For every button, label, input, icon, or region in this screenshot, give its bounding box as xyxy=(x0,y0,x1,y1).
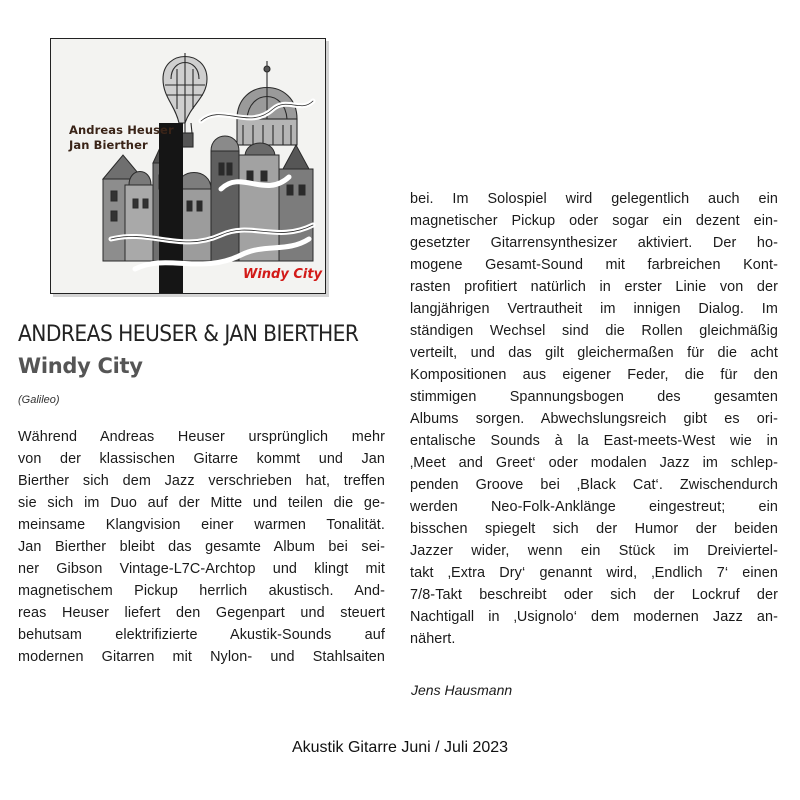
review-album-title: Windy City xyxy=(18,354,143,378)
text-line: entalische Sounds à la East-meets-West wie in xyxy=(410,433,778,449)
text-line: ‚Meet and Greet‘ oder modalen Jazz im schlep- xyxy=(410,455,778,471)
record-label: (Galileo) xyxy=(18,394,60,406)
text-line: Bierther sich dem Jazz verschrieben hat, treffen xyxy=(18,473,385,489)
text-line: 7/8-Takt beschreibt oder sich der Lockruf der xyxy=(410,587,778,603)
text-line: ständigen Wechsel sind die Rollen gleichmäßig xyxy=(410,323,778,339)
cover-artwork xyxy=(51,39,325,293)
text-line: Jan Bierther bleibt das gesamte Album bei sei- xyxy=(18,539,385,555)
cover-artist-line-2: Jan Bierther xyxy=(69,138,148,152)
text-line: Albums sorgen. Abwechslungsreich gibt es ori- xyxy=(410,411,778,427)
text-line: langjährigen Vertrautheit im innigen Dialog. Im xyxy=(410,301,778,317)
cover-artist-line-1: Andreas Heuser xyxy=(69,123,174,137)
text-line: modernen Gitarren mit Nylon- und Stahlsaiten xyxy=(18,649,385,665)
text-line: verteilt, und das gilt gleichermaßen für die acht xyxy=(410,345,778,361)
source-caption: Akustik Gitarre Juni / Juli 2023 xyxy=(291,739,509,756)
review-author: Jens Hausmann xyxy=(411,682,513,698)
text-line: behutsam elektrifizierte Akustik-Sounds auf xyxy=(18,627,385,643)
text-line: magnetischem Pickup herrlich akustisch. And- xyxy=(18,583,385,599)
text-line: takt ‚Extra Dry‘ genannt wird, ‚Endlich 7‘ einen xyxy=(410,565,778,581)
text-line: Kompositionen aus eigener Feder, die für den xyxy=(410,367,778,383)
text-line: Während Andreas Heuser ursprünglich mehr xyxy=(18,429,385,445)
text-line: mogene Gesamt-Sound mit farbreichen Kont- xyxy=(410,257,778,273)
text-line: werden Neo-Folk-Anklänge eingestreut; ein xyxy=(410,499,778,515)
cover-album-title: Windy City xyxy=(243,267,323,282)
text-line: sie sich im Duo auf der Mitte und teilen die ge- xyxy=(18,495,385,511)
text-line: stimmigen Spannungsbogen des gesamten xyxy=(410,389,778,405)
text-line: penden Groove bei ‚Black Cat‘. Zwischendurch xyxy=(410,477,778,493)
text-line: nähert. xyxy=(410,631,456,647)
text-line: Nachtigall in ‚Usignolo‘ dem modernen Jazz an- xyxy=(410,609,778,625)
text-line: magnetischer Pickup oder sogar ein dezent ein- xyxy=(410,213,778,229)
text-line: reas Heuser liefert den Gegenpart und steuert xyxy=(18,605,385,621)
text-line: gesetzter Gitarrensynthesizer aktiviert. Der ho- xyxy=(410,235,778,251)
text-line: bei. Im Solospiel wird gelegentlich auch ein xyxy=(410,191,778,207)
text-line: meinsame Klangvision einer warmen Tonalität. xyxy=(18,517,385,533)
text-line: bisschen spiegelt sich der Humor der beiden xyxy=(410,521,778,537)
text-line: ner Gibson Vintage-L7C-Archtop und klingt mit xyxy=(18,561,385,577)
album-cover xyxy=(50,38,326,294)
text-line: Jazzer wider, wenn ein Stück im Dreiviertel- xyxy=(410,543,778,559)
text-line: von der klassischen Gitarre kommt und Jan xyxy=(18,451,385,467)
review-headline: ANDREAS HEUSER & JAN BIERTHER xyxy=(18,322,359,347)
text-line: rasten profitiert natürlich in erster Linie von der xyxy=(410,279,778,295)
